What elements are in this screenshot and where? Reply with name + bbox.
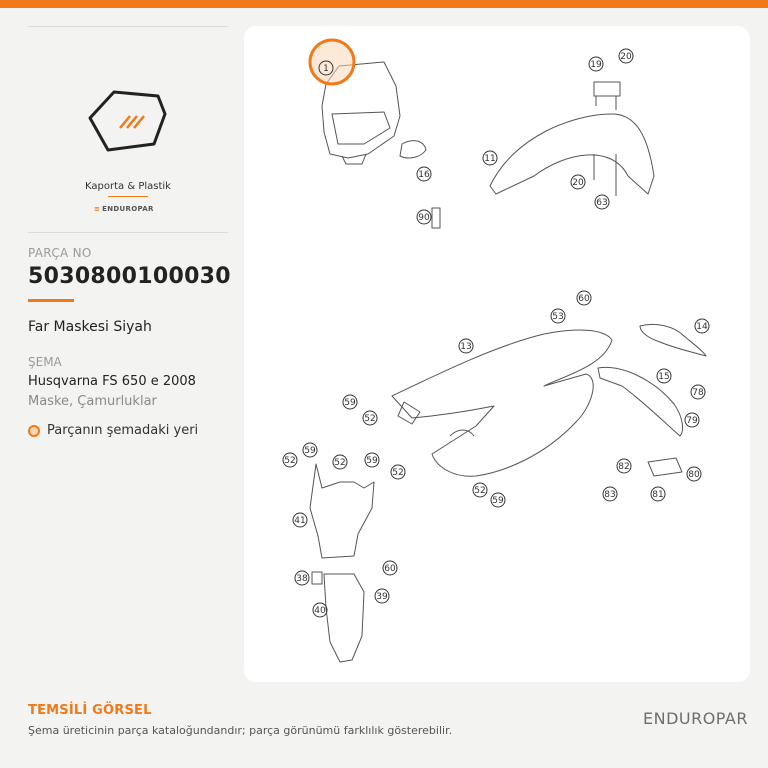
svg-text:82: 82	[618, 462, 630, 472]
callout-52d	[391, 465, 405, 479]
callout-40	[313, 603, 327, 617]
svg-text:52: 52	[364, 414, 376, 424]
callout-19	[589, 57, 603, 71]
svg-text:16: 16	[418, 170, 430, 180]
schema-model: Husqvarna FS 650 e 2008	[28, 374, 196, 389]
svg-text:20: 20	[572, 178, 584, 188]
svg-text:60: 60	[384, 564, 396, 574]
callout-13	[459, 339, 473, 353]
brand-mark-icon: ≡	[94, 205, 101, 213]
callout-63	[595, 195, 609, 209]
rear-fender-drawing	[598, 367, 682, 436]
svg-text:40: 40	[314, 606, 326, 616]
part-name: Far Maskesi Siyah	[28, 319, 152, 335]
callout-20b	[571, 175, 585, 189]
svg-text:41: 41	[294, 516, 306, 526]
plate-holder-drawing	[648, 458, 682, 476]
callout-59b	[303, 443, 317, 457]
callout-59d	[491, 493, 505, 507]
callout-79	[685, 413, 699, 427]
svg-text:78: 78	[692, 388, 704, 398]
callout-60b	[383, 561, 397, 575]
callout-15	[657, 369, 671, 383]
callout-81	[651, 487, 665, 501]
svg-text:52: 52	[334, 458, 346, 468]
svg-text:59: 59	[304, 446, 316, 456]
callout-52e	[473, 483, 487, 497]
brand-logo-footer: ENDUROPAR	[642, 709, 748, 728]
svg-text:59: 59	[344, 398, 356, 408]
disclaimer-note: Şema üreticinin parça kataloğundandır; parça görünümü farklılık gösterebilir.	[28, 724, 453, 737]
callout-39	[375, 589, 389, 603]
callout-14	[695, 319, 709, 333]
number-plate-drawing	[310, 464, 374, 558]
svg-text:81: 81	[652, 490, 664, 500]
callout-78	[691, 385, 705, 399]
svg-text:38: 38	[296, 574, 308, 584]
highlight-circle-icon	[28, 425, 40, 437]
callout-labels	[283, 49, 709, 617]
legend-text: Parçanın şemadaki yeri	[47, 423, 199, 438]
brand-logo-small: ≡ ENDUROPAR	[94, 205, 154, 213]
callout-52b	[283, 453, 297, 467]
filter-drawing	[432, 208, 440, 228]
bracket-drawing	[400, 141, 426, 158]
category-underline	[108, 196, 148, 197]
fender-outline-icon	[28, 70, 228, 170]
callout-90	[417, 210, 431, 224]
svg-text:13: 13	[460, 342, 472, 352]
part-number-underline	[28, 299, 74, 302]
callout-82	[617, 459, 631, 473]
svg-text:15: 15	[658, 372, 670, 382]
parts-diagram-drawing	[244, 26, 750, 682]
svg-text:53: 53	[552, 312, 564, 322]
svg-text:20: 20	[620, 52, 632, 62]
svg-text:59: 59	[492, 496, 504, 506]
callout-59	[343, 395, 357, 409]
category-label: Kaporta & Plastik	[85, 181, 171, 192]
parts-diagram	[244, 26, 750, 682]
svg-text:80: 80	[688, 470, 700, 480]
side-panel-drawing	[392, 330, 612, 476]
callout-41	[293, 513, 307, 527]
svg-text:79: 79	[686, 416, 698, 426]
location-legend	[28, 423, 198, 438]
divider	[28, 26, 228, 27]
svg-text:19: 19	[590, 60, 602, 70]
svg-text:52: 52	[392, 468, 404, 478]
top-accent-bar	[0, 0, 768, 8]
svg-text:11: 11	[484, 154, 496, 164]
part-number-label: PARÇA NO	[28, 246, 92, 260]
svg-text:52: 52	[474, 486, 486, 496]
svg-text:39: 39	[376, 592, 388, 602]
callout-83	[603, 487, 617, 501]
schema-group: Maske, Çamurluklar	[28, 394, 157, 409]
callout-53	[551, 309, 565, 323]
svg-text:59: 59	[366, 456, 378, 466]
highlight-ring	[310, 40, 354, 84]
part-number: 5030800100030	[28, 264, 231, 289]
callout-52c	[333, 455, 347, 469]
callout-52	[363, 411, 377, 425]
callout-11	[483, 151, 497, 165]
callout-80	[687, 467, 701, 481]
svg-text:90: 90	[418, 213, 430, 223]
fork-guard-drawing	[324, 574, 364, 662]
callout-60	[577, 291, 591, 305]
svg-text:1: 1	[323, 64, 329, 74]
svg-text:60: 60	[578, 294, 590, 304]
callout-16	[417, 167, 431, 181]
callout-59c	[365, 453, 379, 467]
representative-image-label: TEMSİLİ GÖRSEL	[28, 703, 152, 718]
svg-text:63: 63	[596, 198, 608, 208]
schema-label: ŞEMA	[28, 355, 62, 369]
svg-text:83: 83	[604, 490, 616, 500]
divider	[28, 232, 228, 233]
callout-38	[295, 571, 309, 585]
svg-text:52: 52	[284, 456, 296, 466]
svg-text:14: 14	[696, 322, 708, 332]
callout-20	[619, 49, 633, 63]
